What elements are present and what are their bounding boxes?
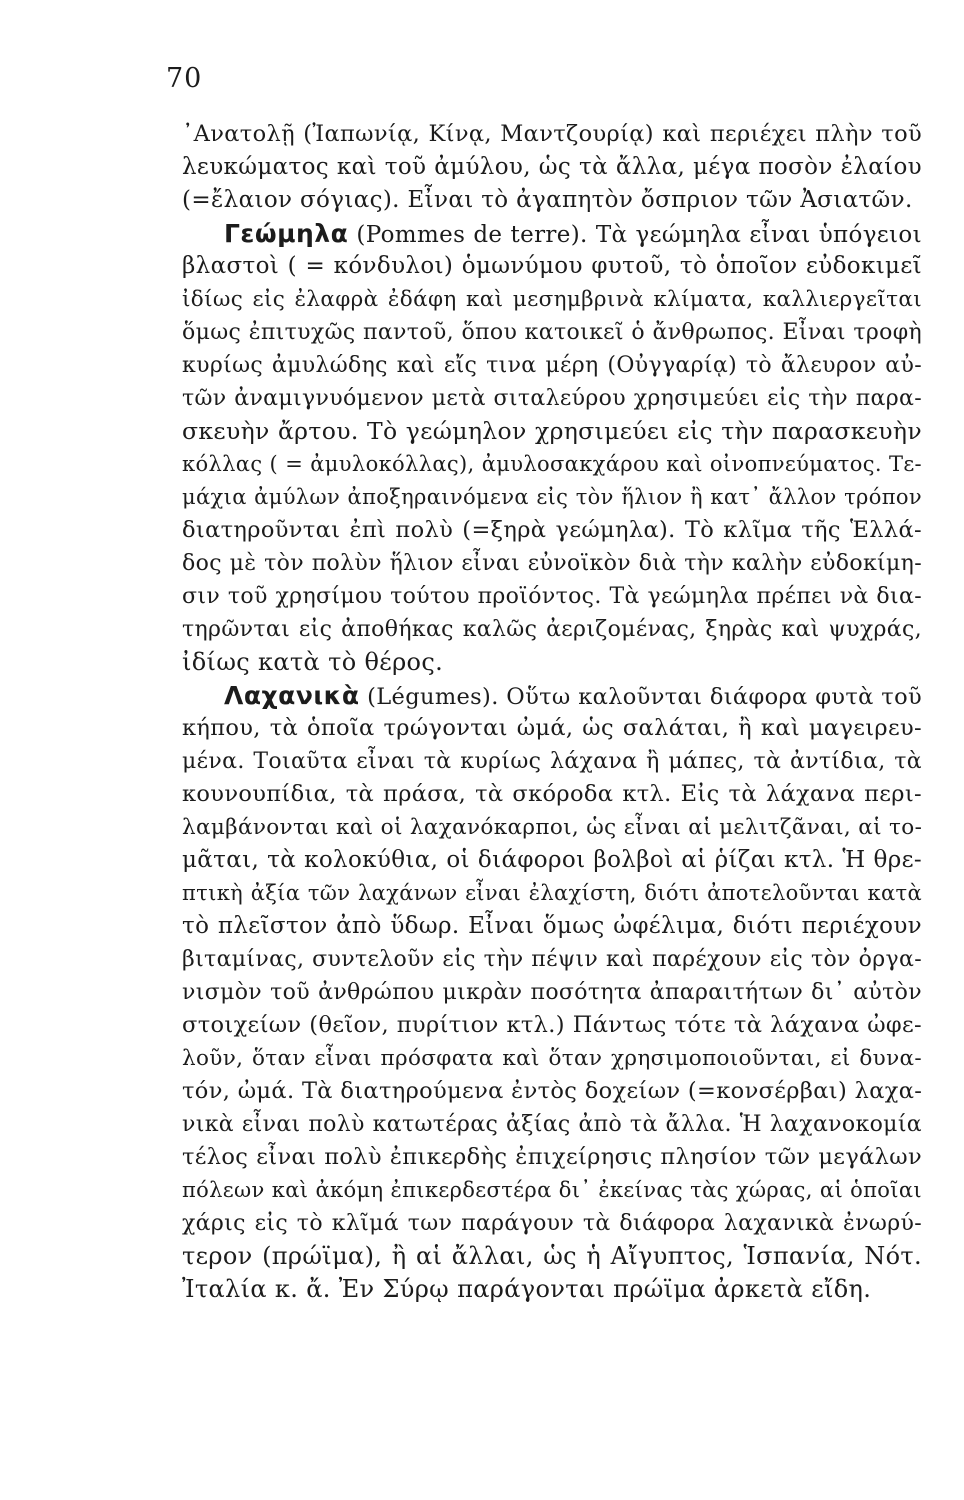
text-line [182,184,922,217]
text-line [182,646,922,679]
line-text: σιν τοῦ χρησίμου τούτου προϊόντος. Τὰ γεώμηλα πρέπει νὰ δια- [182,584,922,609]
line-text: (Légumes). Οὕτω καλοῦνται διάφορα φυτὰ τοῦ [359,684,922,710]
line-text: ἰδίως εἰς ἐλαφρὰ ἐδάφη καὶ μεσημβρινὰ κλίματα, καλλιεργεῖται [182,287,922,312]
text-line [182,877,922,910]
line-text: τὸ πλεῖστον ἀπὸ ὕδωρ. Εἶναι ὅμως ὠφέλιμα, διότι περιέχουν [182,913,922,939]
line-text: κήπου, τὰ ὁποῖα τρώγονται ὠμά, ὡς σαλάται, ἢ καὶ μαγειρευ- [182,715,922,741]
line-text: βλαστοὶ ( = κόνδυλοι) ὁμωνύμου φυτοῦ, τὸ ὁποῖον εὐδοκιμεῖ [182,253,922,279]
text-line [182,151,922,184]
line-text: πόλεων καὶ ἀκόμη ἐπικερδεστέρα δι᾿ ἐκείνας τὰς χώρας, αἱ ὁποῖαι [182,1178,922,1202]
line-text: τερον (πρώϊμα), ἢ αἱ ἄλλαι, ὡς ἡ Αἴγυπτος, Ἱσπανία, Νότ. [182,1242,922,1270]
text-line [182,415,922,448]
text-line [182,1141,922,1174]
text-line [182,514,922,547]
text-line [182,1240,922,1273]
line-text: νισμὸν τοῦ ἀνθρώπου μικρὰν ποσότητα ἀπαραιτήτων δι᾿ αὐτὸν [182,980,922,1005]
line-text: νικὰ εἶναι πολὺ κατωτέρας ἀξίας ἀπὸ τὰ ἄλλα. Ἡ λαχανοκομία [182,1112,922,1137]
line-text: δος μὲ τὸν πολὺν ἥλιον εἶναι εὐνοϊκὸν διὰ τὴν καλὴν εὐδοκίμη- [182,551,922,576]
section-heading-line [182,679,922,712]
line-text: λοῦν, ὅταν εἶναι πρόσφατα καὶ ὅταν χρησιμοποιοῦνται, εἰ δυνα- [182,1046,922,1071]
text-line [182,1075,922,1108]
text-line [182,250,922,283]
text-line [182,1108,922,1141]
text-line [182,976,922,1009]
text-line [182,613,922,646]
line-text: ᾿Ανατολῇ (Ἰαπωνίᾳ, Κίνᾳ, Μαντζουρίᾳ) καὶ περιέχει πλὴν τοῦ [182,121,922,147]
text-line [182,1273,922,1306]
line-text: πτικὴ ἀξία τῶν λαχάνων εἶναι ἐλαχίστη, διότι ἀποτελοῦνται κατὰ [182,881,922,905]
text-line [182,316,922,349]
line-text: χάρις εἰς τὸ κλῖμά των παράγουν τὰ διάφορα λαχανικὰ ἐνωρύ- [182,1211,922,1236]
text-line [182,283,922,316]
line-text: τέλος εἶναι πολὺ ἐπικερδὴς ἐπιχείρησις πλησίον τῶν μεγάλων [182,1144,922,1170]
text-line [182,910,922,943]
line-text: (Pommes de terre). Τὰ γεώμηλα εἶναι ὑπόγειοι [348,222,922,248]
line-text: διατηροῦνται ἐπὶ πολὺ (=ξηρὰ γεώμηλα). Τὸ κλῖμα τῆς Ἑλλά- [182,517,922,543]
line-text: (=ἔλαιον σόγιας). Εἶναι τὸ ἀγαπητὸν ὄσπριον τῶν Ἀσιατῶν. [182,187,913,213]
text-line [182,1207,922,1240]
line-text: τῶν ἀναμιγνυόμενον μετὰ σιταλεύρου χρησιμεύει εἰς τὴν παρα- [182,386,922,411]
line-text: τηρῶνται εἰς ἀποθήκας καλῶς ἀεριζομένας, ξηρὰς καὶ ψυχράς, [182,617,922,642]
text-line [182,547,922,580]
text-line [182,712,922,745]
text-line [182,943,922,976]
text-line [182,1042,922,1075]
line-text: μᾶται, τὰ κολοκύθια, οἱ διάφοροι βολβοὶ αἱ ῥίζαι κτλ. Ἡ θρε- [182,847,922,873]
line-text: κυρίως ἀμυλώδης καὶ εἴς τινα μέρη (Οὐγγαρίᾳ) τὸ ἄλευρον αὐ- [182,353,922,378]
text-line [182,1174,922,1207]
body-text [182,118,922,1306]
line-text: ὅμως ἐπιτυχῶς παντοῦ, ὅπου κατοικεῖ ὁ ἄνθρωπος. Εἶναι τροφὴ [182,320,922,345]
text-line [182,745,922,778]
line-text: Ἰταλία κ. ἄ. Ἐν Σύρῳ παράγονται πρώϊμα ἀρκετὰ εἴδη. [182,1275,872,1303]
line-text: κουνουπίδια, τὰ πράσα, τὰ σκόροδα κτλ. Εἰς τὰ λάχανα περι- [182,781,922,807]
line-text: λαμβάνονται καὶ οἱ λαχανόκαρποι, ὡς εἶναι αἱ μελιτζᾶναι, αἱ το- [182,815,923,840]
line-text: μάχια ἀμύλων ἀποξηραινόμενα εἰς τὸν ἥλιον ἢ κατ᾿ ἄλλον τρόπον [182,485,922,509]
page-number: 70 [166,63,203,94]
line-text: στοιχείων (θεῖον, πυρίτιον κτλ.) Πάντως τότε τὰ λάχανα ὠφε- [182,1012,922,1038]
text-line [182,811,922,844]
text-line [182,778,922,811]
line-text: μένα. Τοιαῦτα εἶναι τὰ κυρίως λάχανα ἢ μάπες, τὰ ἀντίδια, τὰ [182,749,922,774]
text-line [182,382,922,415]
text-line [182,1009,922,1042]
section-heading: Λαχανικὰ [224,681,360,710]
line-text: ἰδίως κατὰ τὸ θέρος. [182,648,444,676]
text-line [182,118,922,151]
line-text: βιταμίνας, συντελοῦν εἰς τὴν πέψιν καὶ παρέχουν εἰς τὸν ὀργα- [182,947,922,972]
line-text: λευκώματος καὶ τοῦ ἀμύλου, ὡς τὰ ἄλλα, μέγα ποσὸν ἐλαίου [182,154,922,180]
text-line [182,349,922,382]
text-line [182,448,922,481]
section-heading: Γεώμηλα [224,219,349,248]
text-line [182,481,922,514]
line-text: σκευὴν ἄρτου. Τὸ γεώμηλον χρησιμεύει εἰς τὴν παρασκευὴν [182,417,922,445]
line-text: τόν, ὠμά. Τὰ διατηρούμενα ἐντὸς δοχείων (=κονσέρβαι) λαχα- [182,1078,923,1104]
text-line [182,844,922,877]
line-text: κόλλας ( = ἀμυλοκόλλας), ἀμυλοσακχάρου καὶ οἰνοπνεύματος. Τε- [182,452,922,476]
text-line [182,580,922,613]
section-heading-line [182,217,922,250]
